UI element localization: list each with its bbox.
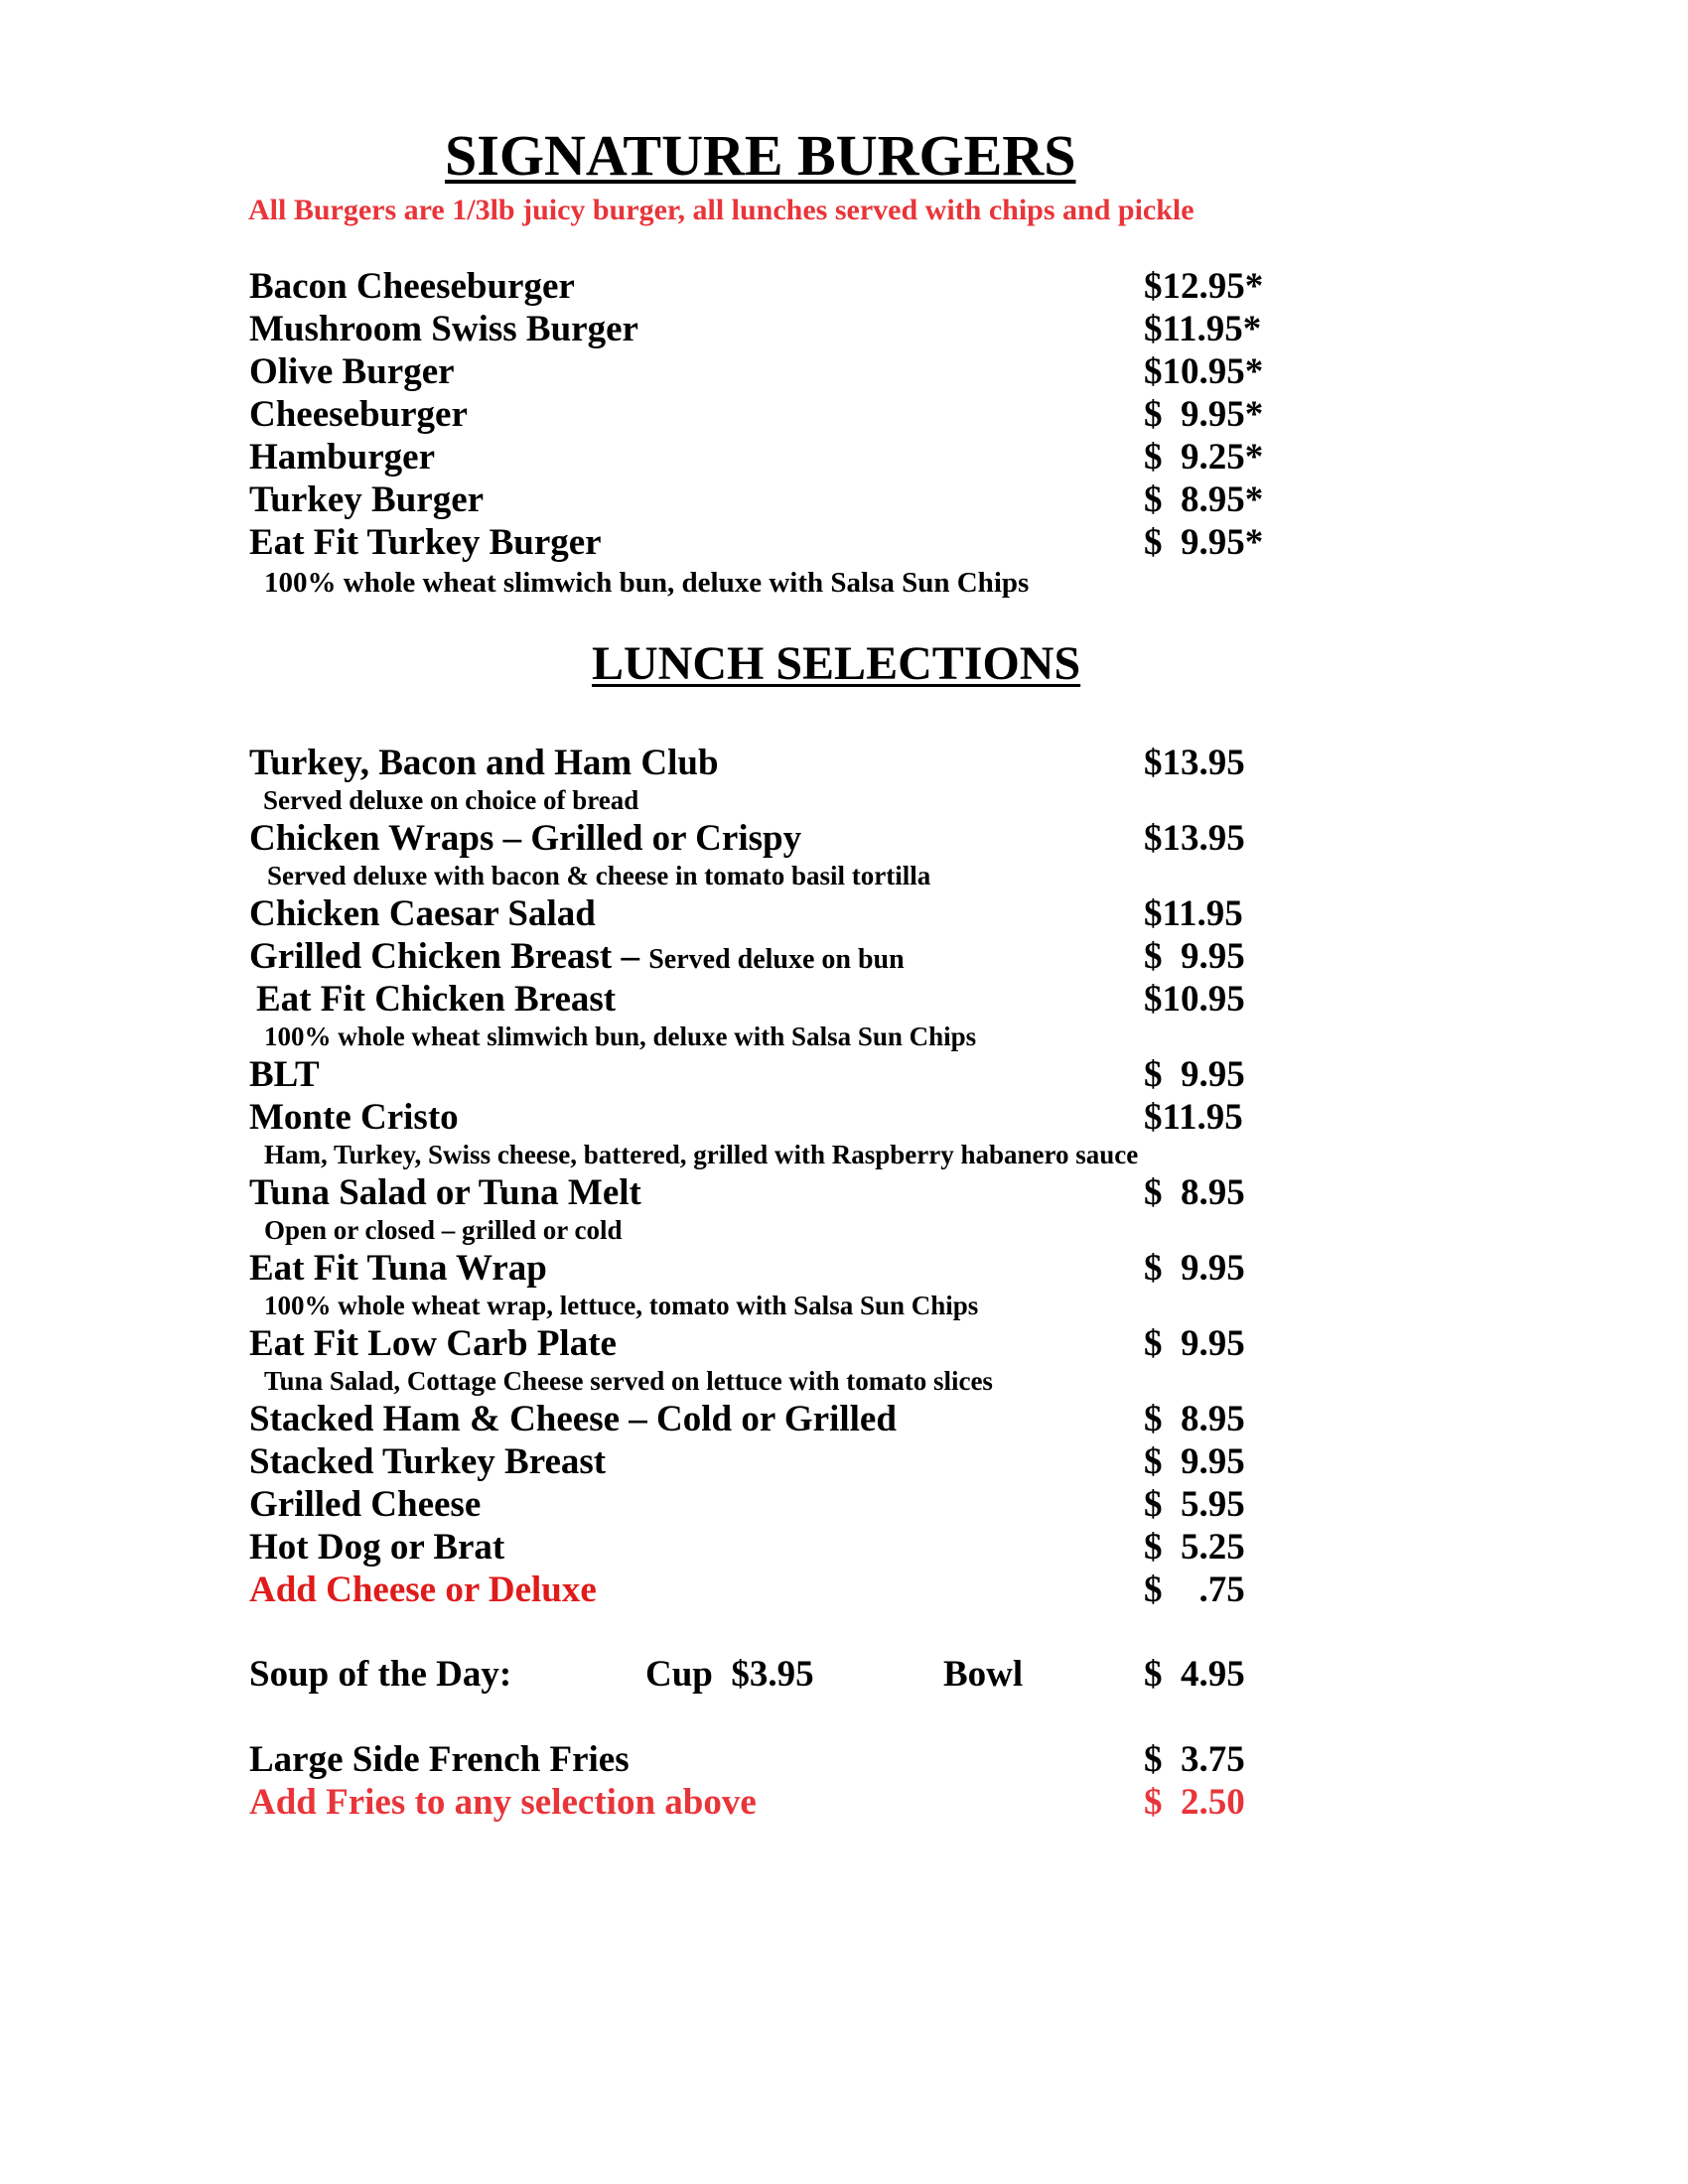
soup-bowl-label: Bowl	[943, 1654, 1024, 1695]
menu-item-name	[249, 938, 905, 975]
menu-item-price: $11.95	[1144, 893, 1243, 934]
menu-item-price: $ 9.95*	[1144, 522, 1264, 563]
menu-item-description: Ham, Turkey, Swiss cheese, battered, grilled with Raspberry habanero sauce	[264, 1140, 1139, 1169]
menu-item-price: $ 9.95	[1144, 1054, 1245, 1095]
menu-item-price: $ 9.95*	[1144, 394, 1264, 435]
menu-item-name: Stacked Ham & Cheese – Cold or Grilled	[249, 1399, 897, 1439]
menu-item-description: 100% whole wheat slimwich bun, deluxe with Salsa Sun Chips	[264, 1022, 977, 1051]
menu-item-name: Eat Fit Turkey Burger	[249, 522, 602, 563]
add-cheese-deluxe-price: $ .75	[1144, 1570, 1245, 1610]
menu-item-price: $ 8.95	[1144, 1172, 1245, 1213]
menu-item-name: Eat Fit Tuna Wrap	[249, 1248, 547, 1289]
menu-item-name: Stacked Turkey Breast	[249, 1441, 607, 1482]
menu-item-price: $ 9.95	[1144, 936, 1245, 977]
menu-item-name-text: Grilled Chicken Breast –	[249, 936, 639, 977]
soup-label: Soup of the Day:	[249, 1654, 512, 1695]
menu-item-price: $ 9.95	[1144, 1441, 1245, 1482]
menu-item-price: $ 9.95	[1144, 1323, 1245, 1364]
menu-item-name: Chicken Caesar Salad	[249, 893, 596, 934]
large-fries-price: $ 3.75	[1144, 1739, 1245, 1780]
burgers-title: SIGNATURE BURGERS	[445, 123, 1076, 188]
menu-item-name: Hot Dog or Brat	[249, 1527, 505, 1568]
menu-item-description: Tuna Salad, Cottage Cheese served on lettuce with tomato slices	[264, 1366, 993, 1396]
menu-item-inline-note: Served deluxe on bun	[648, 944, 905, 975]
soup-cup-price: Cup $3.95	[645, 1654, 814, 1695]
menu-item-price: $ 8.95*	[1144, 479, 1264, 520]
menu-item-name: BLT	[249, 1054, 320, 1095]
menu-item-name: Olive Burger	[249, 351, 455, 392]
menu-item-description: Open or closed – grilled or cold	[264, 1215, 623, 1245]
menu-item-price: $11.95*	[1144, 309, 1262, 349]
menu-item-name: Hamburger	[249, 437, 436, 478]
menu-item-name: Tuna Salad or Tuna Melt	[249, 1172, 641, 1213]
menu-item-name: Bacon Cheeseburger	[249, 266, 575, 307]
menu-item-name: Eat Fit Chicken Breast	[256, 979, 617, 1020]
menu-item-price: $ 9.95	[1144, 1248, 1245, 1289]
menu-item-price: $ 5.25	[1144, 1527, 1245, 1568]
add-fries-price: $ 2.50	[1144, 1782, 1245, 1823]
menu-item-price: $12.95*	[1144, 266, 1264, 307]
menu-item-price: $ 9.25*	[1144, 437, 1264, 478]
menu-item-name: Chicken Wraps – Grilled or Crispy	[249, 818, 802, 859]
menu-item-price: $11.95	[1144, 1097, 1243, 1138]
menu-item-name: Mushroom Swiss Burger	[249, 309, 638, 349]
menu-item-price: $ 8.95	[1144, 1399, 1245, 1439]
menu-item-description: 100% whole wheat slimwich bun, deluxe with Salsa Sun Chips	[264, 567, 1030, 599]
menu-item-name: Monte Cristo	[249, 1097, 459, 1138]
lunch-title: LUNCH SELECTIONS	[592, 637, 1081, 690]
menu-item-price: $13.95	[1144, 818, 1245, 859]
soup-bowl-price: $ 4.95	[1144, 1654, 1245, 1695]
menu-item-name: Turkey Burger	[249, 479, 485, 520]
menu-item-description: 100% whole wheat wrap, lettuce, tomato with Salsa Sun Chips	[264, 1291, 979, 1320]
add-fries-name: Add Fries to any selection above	[249, 1782, 757, 1823]
menu-item-description: Served deluxe with bacon & cheese in tomato basil tortilla	[267, 861, 931, 890]
menu-item-price: $10.95	[1144, 979, 1245, 1020]
menu-item-price: $13.95	[1144, 743, 1245, 783]
burgers-subtitle: All Burgers are 1/3lb juicy burger, all lunches served with chips and pickle	[248, 194, 1195, 226]
large-fries-name: Large Side French Fries	[249, 1739, 630, 1780]
menu-item-name: Eat Fit Low Carb Plate	[249, 1323, 617, 1364]
menu-item-description: Served deluxe on choice of bread	[263, 785, 639, 815]
menu-item-name: Turkey, Bacon and Ham Club	[249, 743, 719, 783]
menu-item-name: Cheeseburger	[249, 394, 468, 435]
add-cheese-deluxe-name: Add Cheese or Deluxe	[249, 1570, 597, 1610]
menu-item-price: $10.95*	[1144, 351, 1264, 392]
menu-item-price: $ 5.95	[1144, 1484, 1245, 1525]
menu-item-name: Grilled Cheese	[249, 1484, 482, 1525]
